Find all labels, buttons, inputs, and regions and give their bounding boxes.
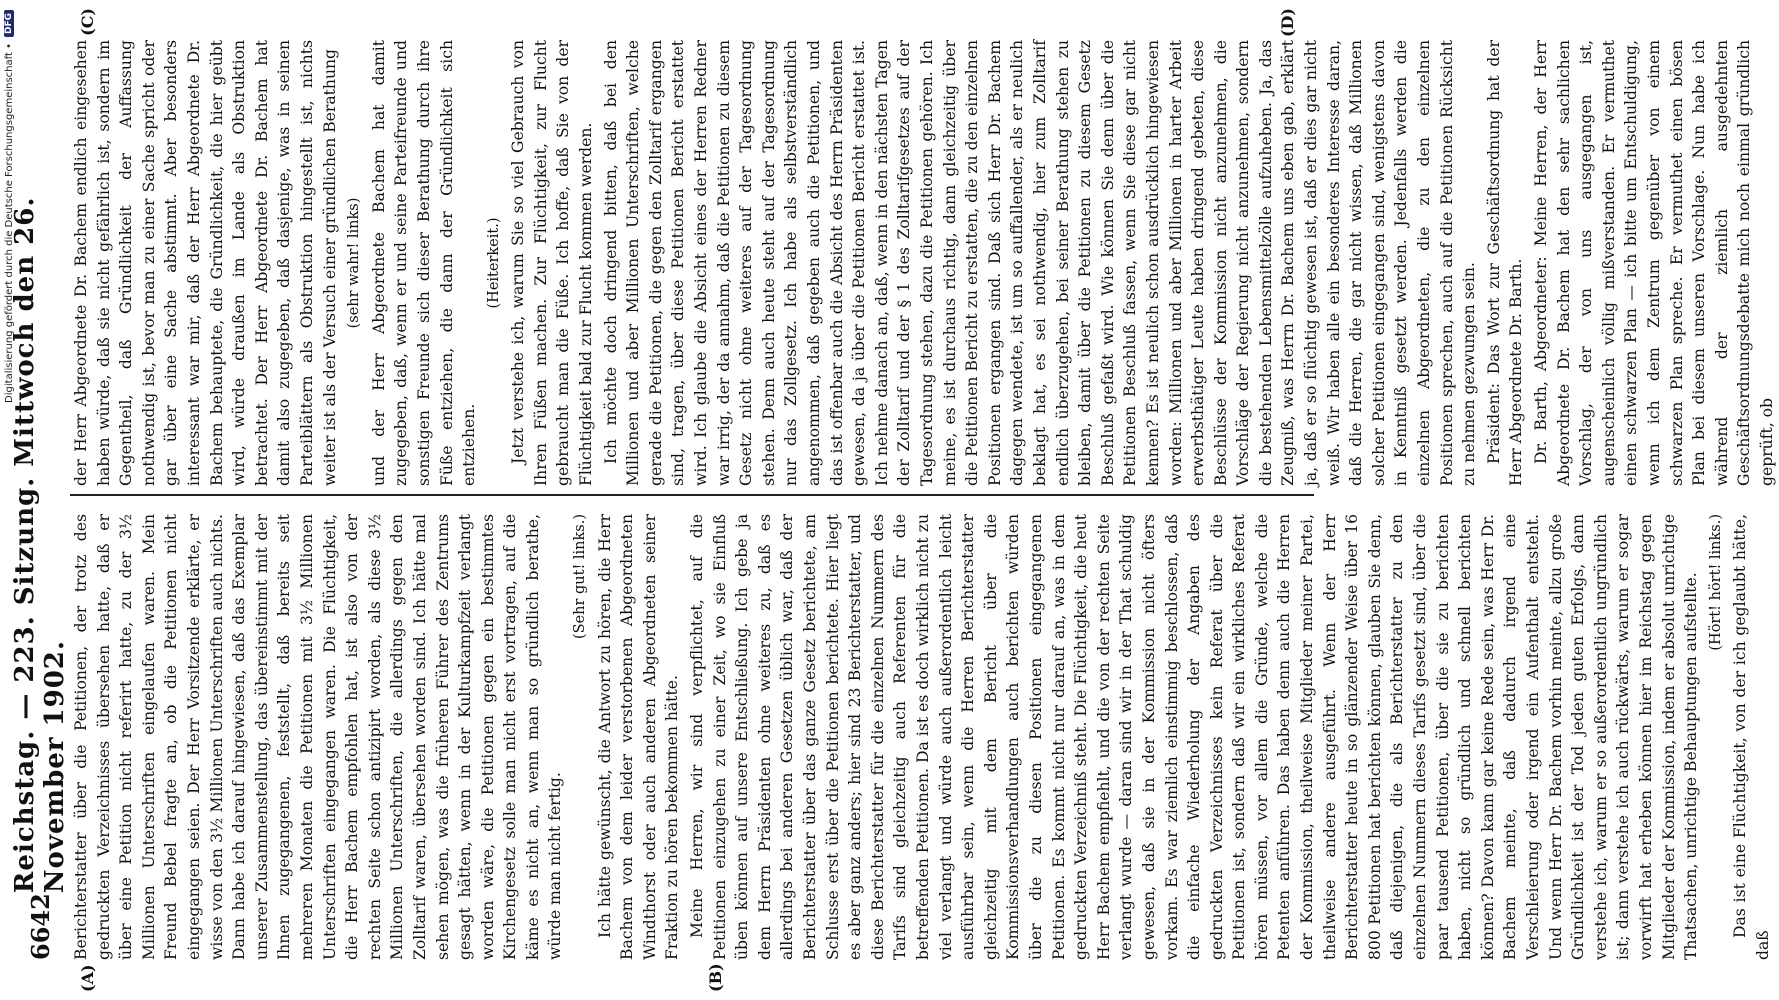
paragraph: Jetzt verstehe ich, warum Sie so viel Gebrauch von Ihren Füßen machen. Zur Flüchtigkeit, zur Flucht gebraucht man die Füße. Ich hoffe, daß Sie von der Flüchtigkeit bald zur Flucht kommen werden. (509, 40, 596, 486)
paragraph: Ich möchte doch dringend bitten, daß bei den Millionen und aber Millionen Unterschriften, welche gerade die Petitionen, die gegen den Zolltarif ergangen sind, tragen, über diese Petitionen Bericht erstattet wird. Ich glaube die Absicht eines der Herren Redner war irrig, der da annahm, daß die Petitionen zu diesem Gesetz nicht ohne weiteres auf der Tagesordnung stehen. Denn auch heute steht auf der Tagesordnung nur das Zollgesetz. Ich habe als selbstverständlich angenommen, daß gegeben auch die Petitionen, und das ist offenbar auch die Absicht des Herrn Präsidenten gewesen, da ja über die Petitionen Bericht erstattet ist. Ich nehme danach an, daß, wenn in den nächsten Tagen der Zolltarif und der § 1 des Zolltarifgesetzes auf der Tagesordnung stehen, dazu die Petitionen gehören. Ich meine, es ist durchaus richtig, dann gleichzeitig über die Petitionen Bericht zu erstatten, die zu den einzelnen Positionen ergangen sind. Daß sich Herr Dr. Bachem dagegen wendete, ist um so auffallender, als er neulich beklagt hat, es sei nothwendig, hier zum Zolltarif endlich überzugehen, bei seiner Berathung stehen zu bleiben, damit über die Petitionen zu diesem Gesetz Beschluß gefaßt wird. Wie können Sie denn über die Petitionen Beschluß fassen, wenn Sie diese gar nicht kennen? Es ist neulich schon ausdrücklich hingewiesen worden: Millionen und aber Millionen in harter Arbeit erwerbsthätiger Leute haben dringend gebeten, diese Beschlüsse der Kommission nicht anzunehmen, die Vorschläge der Regierung nicht anzunehmen, sondern die bestehenden Lebensmittelzölle aufzuheben. Ja, das Zeugniß, was Herrn Dr. Bachem uns eben gab, erklärt ja, daß er so flüchtig gewesen ist, daß er dies gar nicht weiß. Wir haben alle ein besonderes Interesse daran, daß die Herren, die gar nicht wissen, daß Millionen solcher Petitionen eingegangen sind, wenigstens davon in Kenntniß gesetzt werden. Jedenfalls werden die einzelnen Abgeordneten, die zu den einzelnen Positionen sprechen, auch auf die Petitionen Rücksicht zu nehmen gezwungen sein. (601, 40, 1479, 486)
margin-letter-c: (C) (78, 8, 97, 36)
column-divider (70, 494, 1314, 496)
margin-letter-d: (D) (1278, 8, 1297, 38)
attribution-text: Digitalisierung gefördert durch die Deutsche Forschungsgemeinschaft • (3, 43, 15, 403)
left-column (70, 514, 1772, 960)
paragraph: der Herr Abgeordnete Dr. Bachem endlich eingesehen haben würde, daß sie nicht gefährlich ist, sondern im Gegentheil, daß Gründlichkeit der Auffassung nothwendig ist, bevor man zu einer Sache spricht oder gar über eine Sache abstimmt. Aber besonders interessant war mir, daß der Herr Abgeordnete Dr. Bachem behauptete, die Gründlichkeit, die hier geübt wird, würde draußen im Lande als Obstruktion betrachtet. Der Herr Abgeordnete Dr. Bachem hat damit also zugegeben, daß dasjenige, was in seinen Parteiblättern als Obstruktion hingestellt ist, nichts weiter ist als der Versuch einer gründlichen Berathung (72, 40, 339, 486)
paragraph: Meine Herren, wir sind verpflichtet, auf die Petitionen einzugehen zu einer Zeit, wo sie Einfluß üben können auf unsere Entschließung. Ich gebe ja dem Herrn Präsidenten ohne weiteres zu, daß es allerdings bei anderen Gesetzen üblich war, daß der Berichterstatter über das ganze Gesetz berichtete, am Schlusse erst über die Petitionen berichtete. Hier liegt es aber ganz anders; hier sind 23 Berichterstatter, und diese Berichterstatter für die einzelnen Nummern des Tarifs sind gleichzeitig auch Referenten für die betreffenden Petitionen. Da ist es doch wirklich nicht zu viel verlangt und würde auch außerordentlich leicht ausführbar sein, wenn die Herren Berichterstatter gleichzeitig mit dem Bericht über die Kommissionsverhandlungen auch berichten würden über die zu diesen Positionen eingegangenen Petitionen. Es kommt nicht nur darauf an, was in dem gedruckten Verzeichniß steht. Die Flüchtigkeit, die heut Herr Bachem empfiehlt, und die von der rechten Seite verlangt wurde — daran sind wir in der That schuldig gewesen, daß sie in der Kommission nicht öfters vorkam. Es war ziemlich einstimmig beschlossen, daß die einfache Wiederholung der Angaben des gedruckten Verzeichnisses kein Referat über die Petitionen ist, sondern daß wir ein wirkliches Referat hören müssen, vor allem die Gründe, welche die Petenten anführen. Das haben denn auch die Herren der Kommission, theilweise Mitglieder meiner Partei, theilweise andere ausgeführt. Wenn der Herr Berichterstatter heute in so glänzender Weise über 16 800 Petitionen hat berichten können, glauben Sie denn, daß diejenigen, die als Berichterstatter zu den einzelnen Nummern dieses Tarifs gesetzt sind, über die paar tausend Petitionen, über die sie zu berichten haben, nicht so gründlich und schnell berichten können? Davon kann gar keine Rede sein, was Herr Dr. Bachem meinte, daß dadurch irgend eine Verschleierung oder irgend ein Aufenthalt entsteht. Und wenn Herr Dr. Bachem vorhin meinte, allzu große Gründlichkeit ist der Tod jeden guten Erfolgs, dann verstehe ich, warum er so außerordentlich ungründlich ist; dann verstehe ich auch rückwärts, warum er sogar vorwirft hat erheben können hier im Reichstag gegen Mitglieder der Kommission, indem er absolut unrichtige Thatsachen, unrichtige Behauptungen aufstellte. (688, 514, 1701, 960)
interjection: (Sehr gut! links.) (572, 514, 589, 640)
page-title: Reichstag. — 223. Sitzung. Mittwoch den 26. November 1902. (10, 196, 70, 894)
dfg-logo: DFG (4, 10, 14, 37)
interjection: (Hört! hört! links.) (1707, 514, 1724, 651)
right-column (70, 40, 1776, 486)
margin-letter-a: (A) (78, 964, 97, 992)
paragraph: Dr. Barth, Abgeordneter: Meine Herren, der Herr Abgeordnete Dr. Bachem hat den sehr sachlichen Vorschlag, der von uns ausgegangen ist, augenscheinlich völlig mißverstanden. Er vermuthet einen schwarzen Plan — ich bitte um Entschuldigung, wenn ich dem Zentrum gegenüber von einem schwarzen Plan spreche. Er vermuthet einen bösen Plan bei diesem unseren Vorschlage. Nun habe ich während der ziemlich ausgedehnten Geschäftsordnungsdebatte mich noch einmal gründlich geprüft, ob (1532, 40, 1776, 486)
interjection: (Heiterkeit.) (485, 217, 502, 309)
text-columns (70, 40, 1776, 960)
page-number: 6642 (25, 893, 55, 960)
margin-letter-b: (B) (706, 963, 725, 992)
interjection: (sehr wahr! links) (346, 197, 363, 329)
paragraph: Ich hätte gewünscht, die Antwort zu hören, die Herr Bachem von dem leider verstorbenen Abgeordneten Windthorst oder auch anderen Abgeordneten seiner Fraktion zu hören bekommen hätte. (595, 514, 682, 960)
paragraph: Das ist eine Flüchtigkeit, von der ich geglaubt hätte, daß (1731, 514, 1772, 960)
attribution-strip (2, 0, 18, 1000)
paragraph: Berichterstatter über die Petitionen, der trotz des gedruckten Verzeichnisses übersehen hatte, daß er über eine Petition nicht referirt hatte, zu der 3½ Millionen Unterschriften eingelaufen waren. Mein Freund Bebel fragte an, ob die Petitionen nicht eingegangen seien. Der Herr Vorsitzende erklärte, er wisse von den 3½ Millionen Unterschriften auch nichts. Dann habe ich darauf hingewiesen, daß das Exemplar unserer Zusammenstellung, das übereinstimmt mit der Ihnen zugegangenen, feststellt, daß bereits seit mehreren Monaten die Petitionen mit 3½ Millionen Unterschriften eingegangen waren. Die Flüchtigkeit, die Herr Bachem empfohlen hat, ist also von der rechten Seite schon antizipirt worden, als diese 3½ Millionen Unterschriften, die allerdings gegen den Zolltarif waren, übersehen worden sind. Ich hätte mal sehen mögen, was die früheren Führer des Zentrums gesagt hätten, wenn in der Kulturkampfzeit verlangt worden wäre, die Petitionen gegen ein bestimmtes Kirchengesetz solle man nicht erst vortragen, auf die käme es nicht an, wenn man so gründlich berathe, würde man nicht fertig. (72, 514, 565, 960)
page-header (10, 40, 70, 960)
paragraph: und der Herr Abgeordnete Bachem hat damit zugegeben, daß, wenn er und seine Parteifreunde und sonstigen Freunde sich dieser Berathung durch ihre Füße entziehen, die dann der Gründlichkeit sich entziehen. (369, 40, 479, 486)
paragraph: Präsident: Das Wort zur Geschäftsordnung hat der Herr Abgeordnete Dr. Barth. (1484, 40, 1526, 486)
